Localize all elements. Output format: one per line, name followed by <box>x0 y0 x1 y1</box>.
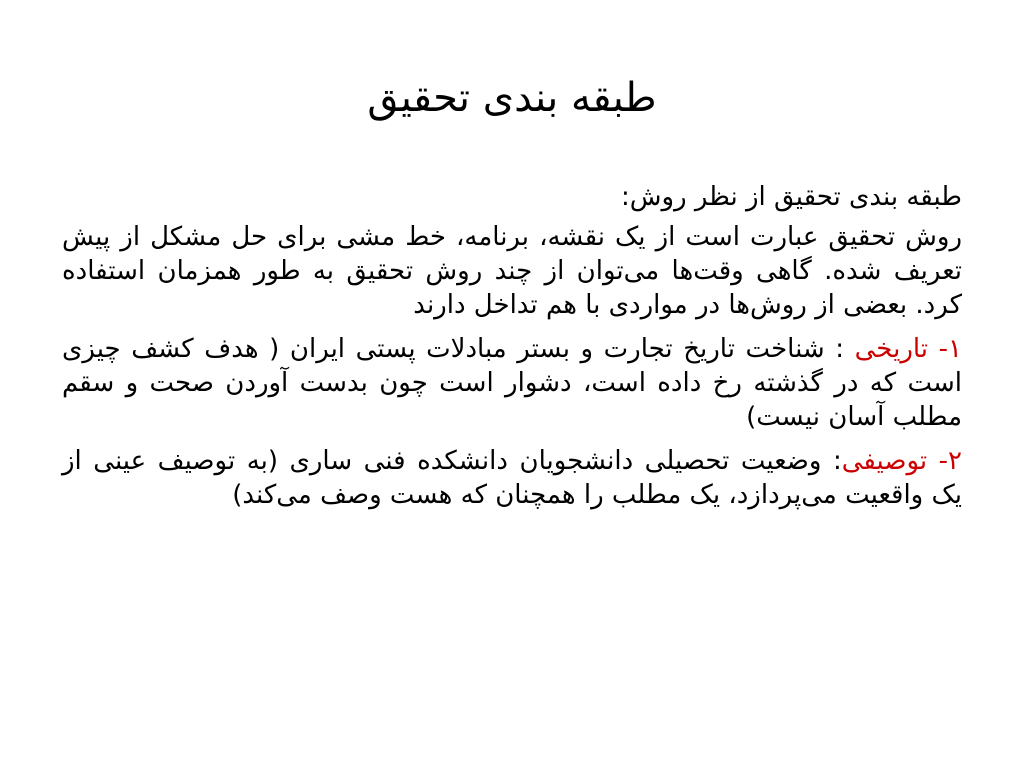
historical-label: ۱- تاریخی <box>854 334 962 364</box>
classification-heading: طبقه بندی تحقیق از نظر روش: <box>620 182 962 212</box>
slide-body <box>62 180 962 522</box>
list-item-descriptive <box>62 444 962 512</box>
list-item-historical <box>62 332 962 434</box>
descriptive-label: ۲- توصیفی <box>841 446 962 476</box>
historical-text: شناخت تاریخ تجارت و بستر مبادلات پستی ایران ( هدف کشف چیزی است که در گذشته رخ داده است، دشوار است چون بدست آوردن صحت و سقم مطلب آسان نیست) <box>62 334 962 432</box>
descriptive-text: وضعیت تحصیلی دانشجویان دانشکده فنی ساری (به توصیف عینی از یک واقعیت می‌پردازد، یک مطلب را همچنان که هست وصف می‌کند) <box>62 446 962 510</box>
slide-title: طبقه بندی تحقیق <box>367 75 657 121</box>
descriptive-separator: : <box>821 446 842 476</box>
historical-separator: : <box>824 334 855 364</box>
method-definition: روش تحقیق عبارت است از یک نقشه، برنامه، خط مشی برای حل مشکل از پیش تعریف شده. گاهی وقت‌ها می‌توان از چند روش تحقیق به طور همزمان استفاده کرد. بعضی از روش‌ها در مواردی با هم تداخل دارند <box>62 222 962 320</box>
